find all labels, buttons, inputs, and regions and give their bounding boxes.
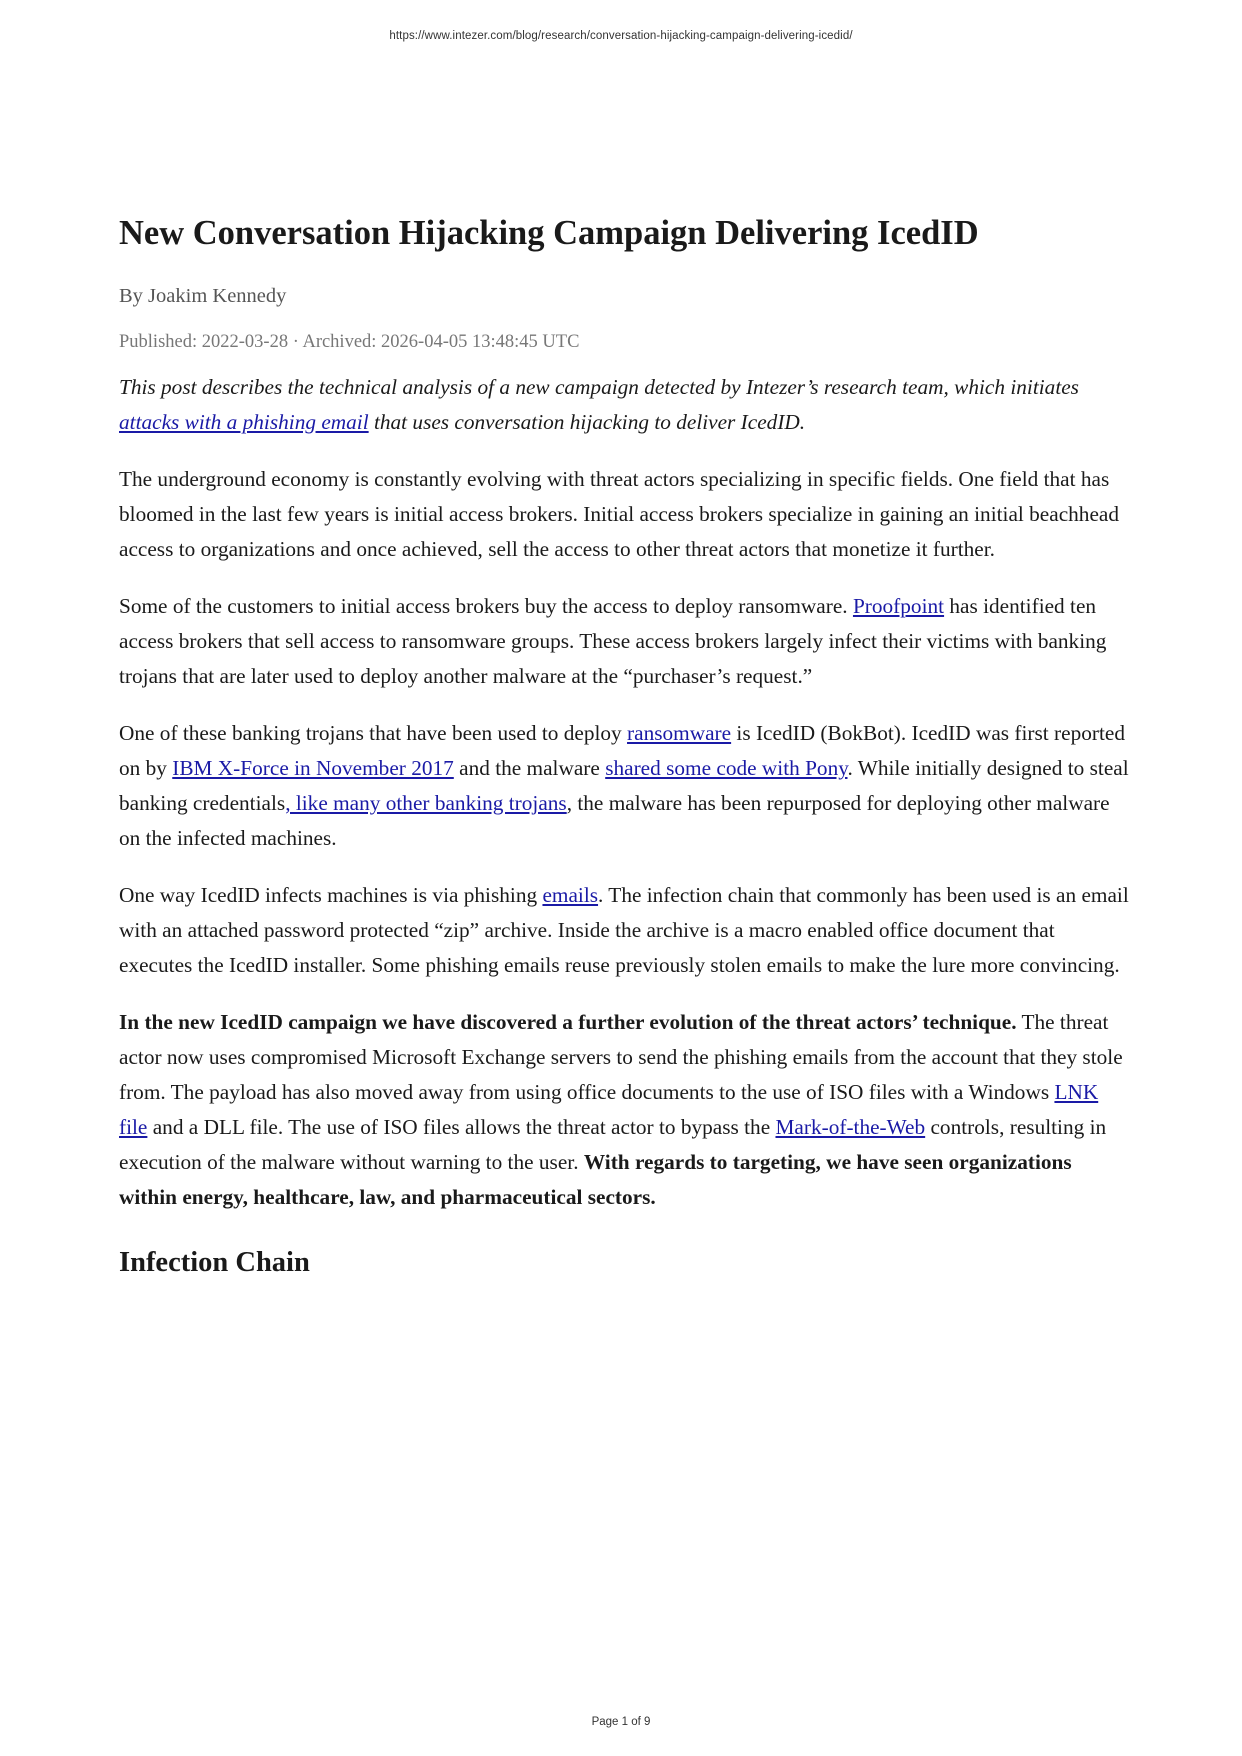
intro-paragraph: [119, 370, 1129, 440]
paragraph-icedid-history: [119, 716, 1129, 856]
page-url-header: https://www.intezer.com/blog/research/conversation-hijacking-campaign-delivering-icedid/: [389, 30, 853, 42]
paragraph-new-campaign: [119, 1005, 1129, 1215]
paragraph-text: , the malware has been repurposed for deploying other malware on the infected machines.: [119, 791, 1110, 850]
paragraph-text: The threat actor now uses compromised Microsoft Exchange servers to send the phishing emails from the account that they stole from. The payload has also moved away from using office documents to the use of ISO files with a Windows: [119, 1010, 1123, 1104]
paragraph-text: . The infection chain that commonly has been used is an email with an attached password protected “zip” archive. Inside the archive is a macro enabled office document that executes the IcedID installer. Some phishing emails reuse previously stolen emails to make the lure more convincing.: [119, 883, 1129, 977]
section-heading-infection-chain: Infection Chain: [119, 1247, 310, 1278]
paragraph-text: controls, resulting in execution of the malware without warning to the user.: [119, 1115, 1107, 1174]
paragraph-text: and the malware: [453, 756, 606, 780]
lnk-file-link[interactable]: LNK file: [119, 1080, 1099, 1139]
emails-link[interactable]: emails: [542, 883, 599, 907]
paragraph-access-brokers: The underground economy is constantly evolving with threat actors specializing in specific fields. One field that has bloomed in the last few years is initial access brokers. Initial access brokers specialize in gaining an initial beachhead access to organizations and once achieved, sell the access to other threat actors that monetize it further.: [119, 467, 1120, 561]
paragraph-text: has identified ten access brokers that sell access to ransomware groups. These access brokers largely infect their victims with banking trojans that are later used to deploy another malware at the “purchaser’s request.”: [119, 594, 1107, 688]
paragraph-text: Some of the customers to initial access brokers buy the access to deploy ransomware.: [119, 594, 853, 618]
paragraph-text: . While initially designed to steal banking credentials: [119, 756, 1129, 815]
proofpoint-link[interactable]: Proofpoint: [852, 594, 945, 618]
article-meta: Published: 2022-03-28 · Archived: 2026-04-05 13:48:45 UTC: [119, 332, 580, 352]
phishing-email-link[interactable]: attacks with a phishing email: [119, 410, 369, 434]
ransomware-link[interactable]: ransomware: [627, 721, 732, 745]
article: [119, 211, 1129, 1282]
mark-of-the-web-link[interactable]: Mark-of-the-Web: [775, 1115, 926, 1139]
pony-code-link[interactable]: shared some code with Pony: [605, 756, 848, 780]
paragraph-infection-method: [119, 878, 1129, 983]
article-byline: By Joakim Kennedy: [119, 285, 287, 307]
intro-text-end: that uses conversation hijacking to deliver IcedID.: [368, 410, 806, 434]
intro-text: This post describes the technical analysis of a new campaign detected by Intezer’s research team, which initiates: [119, 375, 1079, 399]
paragraph-text: One of these banking trojans that have been used to deploy: [119, 721, 628, 745]
paragraph-text: is IcedID (BokBot). IcedID was first reported on by: [119, 721, 1125, 780]
page-number: Page 1 of 9: [591, 1716, 651, 1728]
paragraph-text: One way IcedID infects machines is via phishing: [119, 883, 543, 907]
ibm-xforce-link[interactable]: IBM X-Force in November 2017: [172, 756, 454, 780]
paragraph-text: and a DLL file. The use of ISO files allows the threat actor to bypass the: [147, 1115, 776, 1139]
bold-text: With regards to targeting, we have seen organizations within energy, healthcare, law, and pharmaceutical sectors.: [119, 1150, 1072, 1209]
bold-text: In the new IcedID campaign we have discovered a further evolution of the threat actors’ technique.: [119, 1010, 1017, 1034]
banking-trojans-link[interactable]: , like many other banking trojans: [285, 791, 567, 815]
article-title: New Conversation Hijacking Campaign Delivering IcedID: [119, 214, 979, 252]
paragraph-ransomware-customers: [119, 589, 1129, 694]
